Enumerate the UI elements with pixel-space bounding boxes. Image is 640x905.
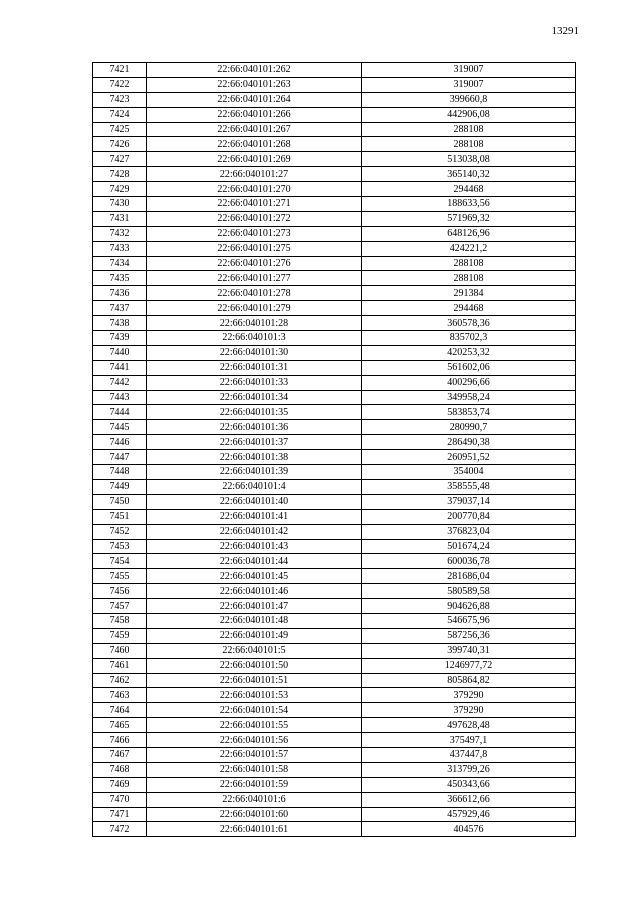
row-number-cell: 7441 [93, 360, 147, 375]
cadastral-number-cell: 22:66:040101:262 [147, 63, 362, 78]
cadastral-number-cell: 22:66:040101:3 [147, 331, 362, 346]
table-row [93, 63, 576, 78]
cadastral-number-cell: 22:66:040101:46 [147, 584, 362, 599]
row-number-cell: 7439 [93, 331, 147, 346]
cadastral-number-cell: 22:66:040101:53 [147, 688, 362, 703]
cadastral-number-cell: 22:66:040101:48 [147, 613, 362, 628]
cadastral-value-cell: 437447,8 [362, 747, 576, 762]
cadastral-number-cell: 22:66:040101:5 [147, 643, 362, 658]
table-row [93, 152, 576, 167]
cadastral-number-cell: 22:66:040101:275 [147, 241, 362, 256]
cadastral-number-cell: 22:66:040101:271 [147, 197, 362, 212]
table-row [93, 241, 576, 256]
cadastral-value-cell: 424221,2 [362, 241, 576, 256]
cadastral-number-cell: 22:66:040101:273 [147, 226, 362, 241]
page-number: 13291 [551, 25, 579, 37]
table-row [93, 420, 576, 435]
cadastral-value-cell: 375497,1 [362, 733, 576, 748]
cadastral-number-cell: 22:66:040101:27 [147, 167, 362, 182]
cadastral-value-cell: 365140,32 [362, 167, 576, 182]
row-number-cell: 7448 [93, 465, 147, 480]
cadastral-number-cell: 22:66:040101:272 [147, 211, 362, 226]
cadastral-number-cell: 22:66:040101:39 [147, 465, 362, 480]
cadastral-value-cell: 501674,24 [362, 539, 576, 554]
cadastral-value-cell: 379290 [362, 703, 576, 718]
row-number-cell: 7461 [93, 658, 147, 673]
cadastral-value-cell: 291384 [362, 286, 576, 301]
table-row [93, 703, 576, 718]
table-row [93, 539, 576, 554]
table-row [93, 554, 576, 569]
table-row [93, 673, 576, 688]
table-row [93, 733, 576, 748]
table-row [93, 613, 576, 628]
row-number-cell: 7449 [93, 479, 147, 494]
table-row [93, 211, 576, 226]
row-number-cell: 7438 [93, 316, 147, 331]
row-number-cell: 7435 [93, 271, 147, 286]
row-number-cell: 7452 [93, 524, 147, 539]
row-number-cell: 7463 [93, 688, 147, 703]
table-row [93, 226, 576, 241]
cadastral-number-cell: 22:66:040101:57 [147, 747, 362, 762]
cadastral-value-cell: 571969,32 [362, 211, 576, 226]
cadastral-number-cell: 22:66:040101:277 [147, 271, 362, 286]
cadastral-value-cell: 188633,56 [362, 197, 576, 212]
row-number-cell: 7456 [93, 584, 147, 599]
cadastral-value-cell: 600036,78 [362, 554, 576, 569]
table-row [93, 122, 576, 137]
cadastral-number-cell: 22:66:040101:28 [147, 316, 362, 331]
table-row [93, 509, 576, 524]
cadastral-value-cell: 280990,7 [362, 420, 576, 435]
table-row [93, 807, 576, 822]
cadastral-value-table [92, 62, 576, 837]
table-row [93, 658, 576, 673]
cadastral-number-cell: 22:66:040101:61 [147, 822, 362, 837]
cadastral-number-cell: 22:66:040101:47 [147, 599, 362, 614]
cadastral-value-cell: 360578,36 [362, 316, 576, 331]
cadastral-number-cell: 22:66:040101:43 [147, 539, 362, 554]
cadastral-value-cell: 442906,08 [362, 107, 576, 122]
table-row [93, 375, 576, 390]
row-number-cell: 7445 [93, 420, 147, 435]
cadastral-value-cell: 319007 [362, 63, 576, 78]
row-number-cell: 7426 [93, 137, 147, 152]
table-row [93, 182, 576, 197]
cadastral-number-cell: 22:66:040101:35 [147, 405, 362, 420]
cadastral-number-cell: 22:66:040101:263 [147, 77, 362, 92]
cadastral-value-cell: 376823,04 [362, 524, 576, 539]
row-number-cell: 7436 [93, 286, 147, 301]
cadastral-value-cell: 1246977,72 [362, 658, 576, 673]
cadastral-number-cell: 22:66:040101:276 [147, 256, 362, 271]
table-row [93, 643, 576, 658]
table-row [93, 599, 576, 614]
row-number-cell: 7427 [93, 152, 147, 167]
table-row [93, 271, 576, 286]
table-row [93, 137, 576, 152]
cadastral-value-cell: 497628,48 [362, 718, 576, 733]
cadastral-number-cell: 22:66:040101:31 [147, 360, 362, 375]
cadastral-value-cell: 260951,52 [362, 450, 576, 465]
row-number-cell: 7434 [93, 256, 147, 271]
cadastral-value-cell: 835702,3 [362, 331, 576, 346]
cadastral-value-cell: 561602,06 [362, 360, 576, 375]
row-number-cell: 7432 [93, 226, 147, 241]
cadastral-number-cell: 22:66:040101:33 [147, 375, 362, 390]
cadastral-value-cell: 546675,96 [362, 613, 576, 628]
cadastral-number-cell: 22:66:040101:4 [147, 479, 362, 494]
cadastral-number-cell: 22:66:040101:54 [147, 703, 362, 718]
row-number-cell: 7453 [93, 539, 147, 554]
cadastral-number-cell: 22:66:040101:266 [147, 107, 362, 122]
cadastral-number-cell: 22:66:040101:42 [147, 524, 362, 539]
row-number-cell: 7437 [93, 301, 147, 316]
table-row [93, 450, 576, 465]
table-row [93, 256, 576, 271]
row-number-cell: 7431 [93, 211, 147, 226]
table-row [93, 77, 576, 92]
cadastral-number-cell: 22:66:040101:44 [147, 554, 362, 569]
row-number-cell: 7433 [93, 241, 147, 256]
cadastral-number-cell: 22:66:040101:56 [147, 733, 362, 748]
cadastral-value-cell: 450343,66 [362, 777, 576, 792]
table-row [93, 435, 576, 450]
row-number-cell: 7462 [93, 673, 147, 688]
row-number-cell: 7459 [93, 628, 147, 643]
row-number-cell: 7429 [93, 182, 147, 197]
cadastral-value-cell: 281686,04 [362, 569, 576, 584]
cadastral-number-cell: 22:66:040101:279 [147, 301, 362, 316]
table-row [93, 718, 576, 733]
table-row [93, 107, 576, 122]
table-row [93, 792, 576, 807]
row-number-cell: 7468 [93, 762, 147, 777]
cadastral-number-cell: 22:66:040101:264 [147, 92, 362, 107]
row-number-cell: 7421 [93, 63, 147, 78]
table-row [93, 331, 576, 346]
row-number-cell: 7465 [93, 718, 147, 733]
cadastral-number-cell: 22:66:040101:50 [147, 658, 362, 673]
cadastral-value-cell: 587256,36 [362, 628, 576, 643]
row-number-cell: 7467 [93, 747, 147, 762]
cadastral-value-cell: 349958,24 [362, 390, 576, 405]
table-row [93, 316, 576, 331]
cadastral-value-cell: 904626,88 [362, 599, 576, 614]
cadastral-number-cell: 22:66:040101:34 [147, 390, 362, 405]
table-row [93, 777, 576, 792]
table-row [93, 479, 576, 494]
row-number-cell: 7424 [93, 107, 147, 122]
row-number-cell: 7450 [93, 494, 147, 509]
cadastral-value-cell: 583853,74 [362, 405, 576, 420]
cadastral-number-cell: 22:66:040101:41 [147, 509, 362, 524]
cadastral-value-cell: 404576 [362, 822, 576, 837]
row-number-cell: 7430 [93, 197, 147, 212]
cadastral-value-cell: 379037,14 [362, 494, 576, 509]
table-row [93, 569, 576, 584]
row-number-cell: 7444 [93, 405, 147, 420]
row-number-cell: 7469 [93, 777, 147, 792]
row-number-cell: 7428 [93, 167, 147, 182]
table-row [93, 390, 576, 405]
row-number-cell: 7447 [93, 450, 147, 465]
row-number-cell: 7454 [93, 554, 147, 569]
row-number-cell: 7458 [93, 613, 147, 628]
cadastral-value-cell: 288108 [362, 256, 576, 271]
row-number-cell: 7464 [93, 703, 147, 718]
row-number-cell: 7472 [93, 822, 147, 837]
cadastral-number-cell: 22:66:040101:36 [147, 420, 362, 435]
row-number-cell: 7442 [93, 375, 147, 390]
row-number-cell: 7470 [93, 792, 147, 807]
cadastral-number-cell: 22:66:040101:37 [147, 435, 362, 450]
row-number-cell: 7460 [93, 643, 147, 658]
cadastral-value-cell: 286490,38 [362, 435, 576, 450]
table-row [93, 465, 576, 480]
cadastral-number-cell: 22:66:040101:59 [147, 777, 362, 792]
cadastral-value-cell: 294468 [362, 301, 576, 316]
table-row [93, 747, 576, 762]
cadastral-number-cell: 22:66:040101:40 [147, 494, 362, 509]
table-row [93, 92, 576, 107]
row-number-cell: 7451 [93, 509, 147, 524]
row-number-cell: 7446 [93, 435, 147, 450]
cadastral-value-cell: 354004 [362, 465, 576, 480]
cadastral-number-cell: 22:66:040101:278 [147, 286, 362, 301]
cadastral-number-cell: 22:66:040101:58 [147, 762, 362, 777]
row-number-cell: 7443 [93, 390, 147, 405]
table-row [93, 345, 576, 360]
cadastral-number-cell: 22:66:040101:6 [147, 792, 362, 807]
cadastral-number-cell: 22:66:040101:49 [147, 628, 362, 643]
cadastral-value-cell: 200770,84 [362, 509, 576, 524]
cadastral-value-cell: 580589,58 [362, 584, 576, 599]
table-row [93, 301, 576, 316]
cadastral-value-cell: 288108 [362, 122, 576, 137]
cadastral-value-cell: 420253,32 [362, 345, 576, 360]
table-row [93, 762, 576, 777]
cadastral-value-cell: 805864,82 [362, 673, 576, 688]
table-row [93, 286, 576, 301]
table-row [93, 628, 576, 643]
cadastral-number-cell: 22:66:040101:38 [147, 450, 362, 465]
cadastral-value-cell: 319007 [362, 77, 576, 92]
cadastral-value-cell: 457929,46 [362, 807, 576, 822]
row-number-cell: 7466 [93, 733, 147, 748]
cadastral-value-cell: 288108 [362, 271, 576, 286]
cadastral-value-cell: 366612,66 [362, 792, 576, 807]
row-number-cell: 7422 [93, 77, 147, 92]
cadastral-value-cell: 400296,66 [362, 375, 576, 390]
cadastral-number-cell: 22:66:040101:268 [147, 137, 362, 152]
table-row [93, 197, 576, 212]
table-row [93, 688, 576, 703]
row-number-cell: 7440 [93, 345, 147, 360]
cadastral-value-cell: 313799,26 [362, 762, 576, 777]
row-number-cell: 7425 [93, 122, 147, 137]
table-row [93, 524, 576, 539]
row-number-cell: 7457 [93, 599, 147, 614]
cadastral-number-cell: 22:66:040101:269 [147, 152, 362, 167]
row-number-cell: 7423 [93, 92, 147, 107]
row-number-cell: 7455 [93, 569, 147, 584]
cadastral-number-cell: 22:66:040101:267 [147, 122, 362, 137]
cadastral-value-cell: 513038,08 [362, 152, 576, 167]
cadastral-number-cell: 22:66:040101:51 [147, 673, 362, 688]
table-row [93, 822, 576, 837]
table-row [93, 584, 576, 599]
table-row [93, 360, 576, 375]
cadastral-number-cell: 22:66:040101:30 [147, 345, 362, 360]
cadastral-value-cell: 399660,8 [362, 92, 576, 107]
cadastral-number-cell: 22:66:040101:60 [147, 807, 362, 822]
cadastral-value-cell: 358555,48 [362, 479, 576, 494]
cadastral-number-cell: 22:66:040101:55 [147, 718, 362, 733]
cadastral-value-cell: 399740,31 [362, 643, 576, 658]
row-number-cell: 7471 [93, 807, 147, 822]
table-row [93, 405, 576, 420]
cadastral-value-cell: 648126,96 [362, 226, 576, 241]
cadastral-value-cell: 379290 [362, 688, 576, 703]
cadastral-number-cell: 22:66:040101:45 [147, 569, 362, 584]
cadastral-number-cell: 22:66:040101:270 [147, 182, 362, 197]
table-row [93, 167, 576, 182]
table-row [93, 494, 576, 509]
cadastral-value-cell: 288108 [362, 137, 576, 152]
cadastral-value-cell: 294468 [362, 182, 576, 197]
